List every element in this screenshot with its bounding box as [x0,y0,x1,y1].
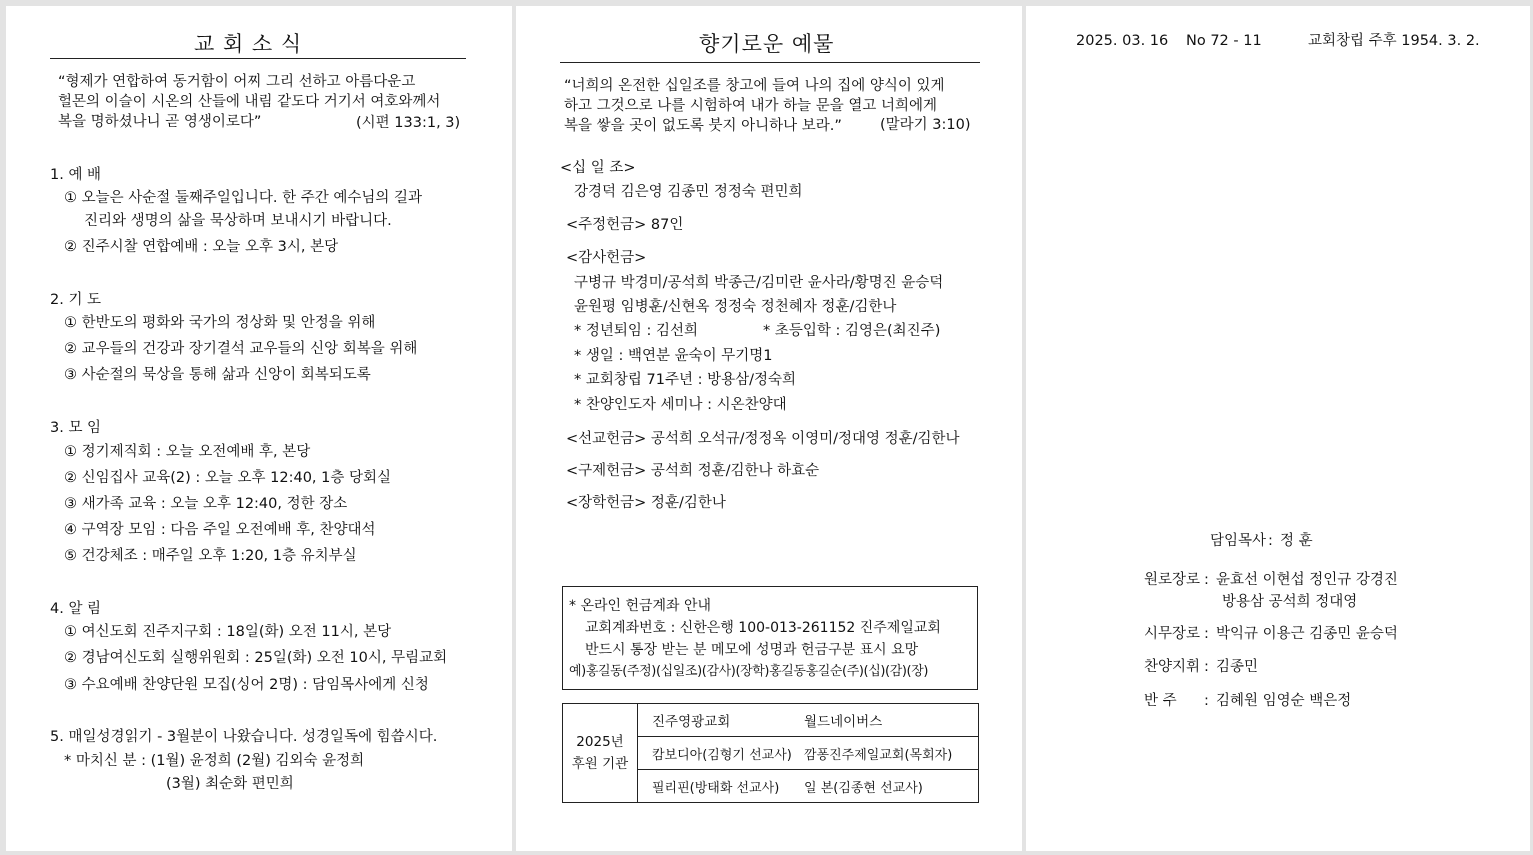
relief-offering: <구제헌금> 공석희 정훈/김한나 하효순 [566,463,820,479]
account-box [562,586,978,690]
verse-line: 복을 쌓을 곳이 없도록 붓지 아니하나 보라.” [564,118,842,134]
prayer-item: ② 교우들의 건강과 장기결석 교우들의 신앙 회복을 위해 [64,341,418,357]
title-underline [560,62,980,63]
notices-heading: 4. 알 림 [50,601,102,617]
elders-label: 원로장로 [1144,572,1201,588]
table-cell [638,704,979,737]
verse-line: “형제가 연합하여 동거함이 어찌 그리 선하고 아름다운고 [58,74,416,90]
elders-names-cont: 방용삼 공석희 정대영 [1222,594,1358,610]
label-colon: : [1204,659,1209,675]
thanks-names: 구병규 박경미/공석희 박종근/김미란 윤사라/황명진 윤승덕 [574,275,944,291]
org-name: 깜퐁진주제일교회(목회자) [804,747,953,763]
label-colon: : [1204,572,1209,588]
year-cell [563,704,638,803]
verse-line: 헐몬의 이슬이 시온의 산들에 내림 같도다 거기서 여호와께서 [58,94,441,110]
accompanist-names: 김혜원 임영순 백은정 [1216,693,1352,709]
label-colon: : [1204,626,1209,642]
meeting-item: ⑤ 건강체조 : 매주일 오후 1:20, 1층 유치부실 [64,548,357,564]
label-colon: : [1268,533,1273,549]
pastor-name: 정 훈 [1280,533,1313,549]
thanks-note: * 교회창립 71주년 : 방용삼/정숙희 [574,372,796,388]
thanks-note: * 초등입학 : 김영은(최진주) [763,323,941,339]
active-elders-label: 시무장로 [1144,626,1201,642]
account-number: 교회계좌번호 : 신한은행 100-013-261152 진주제일교회 [585,620,941,636]
year-label: 2025년 [576,734,624,750]
account-example: 예)홍길동(주정)(십일조)(감사)(장학)홍길동홍길순(주)(십)(감)(장) [569,664,929,679]
meeting-item: ③ 새가족 교육 : 오늘 오후 12:40, 정한 장소 [64,496,348,512]
info-panel [1026,6,1530,851]
active-elders-names: 박익규 이용근 김종민 윤승덕 [1216,626,1398,642]
bible-finished-cont: (3월) 최순화 편민희 [166,776,294,792]
account-memo: 반드시 통장 받는 분 메모에 성명과 헌금구분 표시 요망 [585,642,919,658]
meeting-item: ② 신임집사 교육(2) : 오늘 오후 12:40, 1층 당회실 [64,470,392,486]
elders-names: 윤효선 이현섭 정인규 강경진 [1216,572,1398,588]
thanks-names: 윤원평 임병훈/신현옥 정정숙 정천혜자 정훈/김한나 [574,299,897,315]
offering-verse-ref: (말라기 3:10) [880,117,971,133]
offering-panel [516,6,1022,851]
supported-organizations-table [562,703,979,803]
tithe-names: 강경덕 김은영 김종민 정정숙 편민희 [574,184,803,200]
org-name: 일 본(김종현 선교사) [804,780,923,796]
worship-item: ① 오늘은 사순절 둘째주일입니다. 한 주간 예수님의 길과 [64,190,423,206]
meetings-heading: 3. 모 임 [50,420,102,436]
verse-line: 하고 그것으로 나를 시험하여 내가 하늘 문을 열고 너희에게 [564,98,938,114]
table-row [563,704,979,737]
table-cell [638,770,979,803]
mission-offering: <선교헌금> 공석희 오석규/정정옥 이영미/정대영 정훈/김한나 [566,431,960,447]
news-panel [6,6,512,851]
pastor-label: 담임목사 [1210,533,1267,549]
bible-finished: * 마치신 분 : (1월) 윤정희 (2월) 김외숙 윤정희 [64,753,365,769]
issue-number: No 72 - 11 [1186,33,1262,49]
choir-label: 찬양지휘 [1144,659,1201,675]
org-name: 필리핀(방태화 선교사) [652,780,780,796]
org-name: 진주영광교회 [652,714,731,730]
news-title: 교 회 소 식 [194,32,303,56]
sponsor-label: 후원 기관 [571,756,629,772]
thanks-note: * 찬양인도자 세미나 : 시온찬양대 [574,397,787,413]
table-cell [638,737,979,770]
weekly-offering: <주정헌금> 87인 [566,217,684,233]
org-name: 월드네이버스 [804,714,883,730]
thanks-label: <감사헌금> [566,250,647,266]
thanks-note: * 정년퇴임 : 김선희 [574,323,699,339]
worship-item-cont: 진리와 생명의 삶을 묵상하며 보내시기 바랍니다. [84,213,392,229]
offering-title: 향기로운 예물 [699,32,835,56]
choir-name: 김종민 [1216,659,1259,675]
bible-heading: 5. 매일성경읽기 - 3월분이 나왔습니다. 성경일독에 힘씁시다. [50,729,438,745]
tithe-label: <십 일 조> [560,160,636,176]
scholarship-offering: <장학헌금> 정훈/김한나 [566,495,726,511]
prayer-heading: 2. 기 도 [50,292,102,308]
news-verse-ref: (시편 133:1, 3) [356,115,461,131]
label-colon: : [1204,693,1209,709]
account-title: * 온라인 헌금계좌 안내 [569,598,712,614]
notice-item: ② 경남여신도회 실행위원회 : 25일(화) 오전 10시, 무림교회 [64,650,448,666]
verse-line: “너희의 온전한 십일조를 창고에 들여 나의 집에 양식이 있게 [564,78,945,94]
verse-line: 복을 명하셨나니 곧 영생이로다” [58,114,262,130]
meeting-item: ④ 구역장 모임 : 다음 주일 오전예배 후, 찬양대석 [64,522,376,538]
meeting-item: ① 정기제직회 : 오늘 오전예배 후, 본당 [64,444,311,460]
worship-item: ② 진주시찰 연합예배 : 오늘 오후 3시, 본당 [64,239,339,255]
notice-item: ① 여신도회 진주지구회 : 18일(화) 오전 11시, 본당 [64,624,392,640]
title-underline [50,58,466,59]
notice-item: ③ 수요예배 찬양단원 모집(싱어 2명) : 담임목사에게 신청 [64,677,429,693]
org-name: 캄보디아(김형기 선교사) [652,747,792,763]
founding-date: 교회창립 주후 1954. 3. 2. [1308,33,1480,49]
accompanist-label: 반 주 [1144,693,1177,709]
prayer-item: ③ 사순절의 묵상을 통해 삶과 신앙이 회복되도록 [64,367,371,383]
worship-heading: 1. 예 배 [50,167,102,183]
prayer-item: ① 한반도의 평화와 국가의 정상화 및 안정을 위해 [64,315,376,331]
bulletin-date: 2025. 03. 16 [1076,33,1169,49]
thanks-note: * 생일 : 백연분 윤숙이 무기명1 [574,348,773,364]
